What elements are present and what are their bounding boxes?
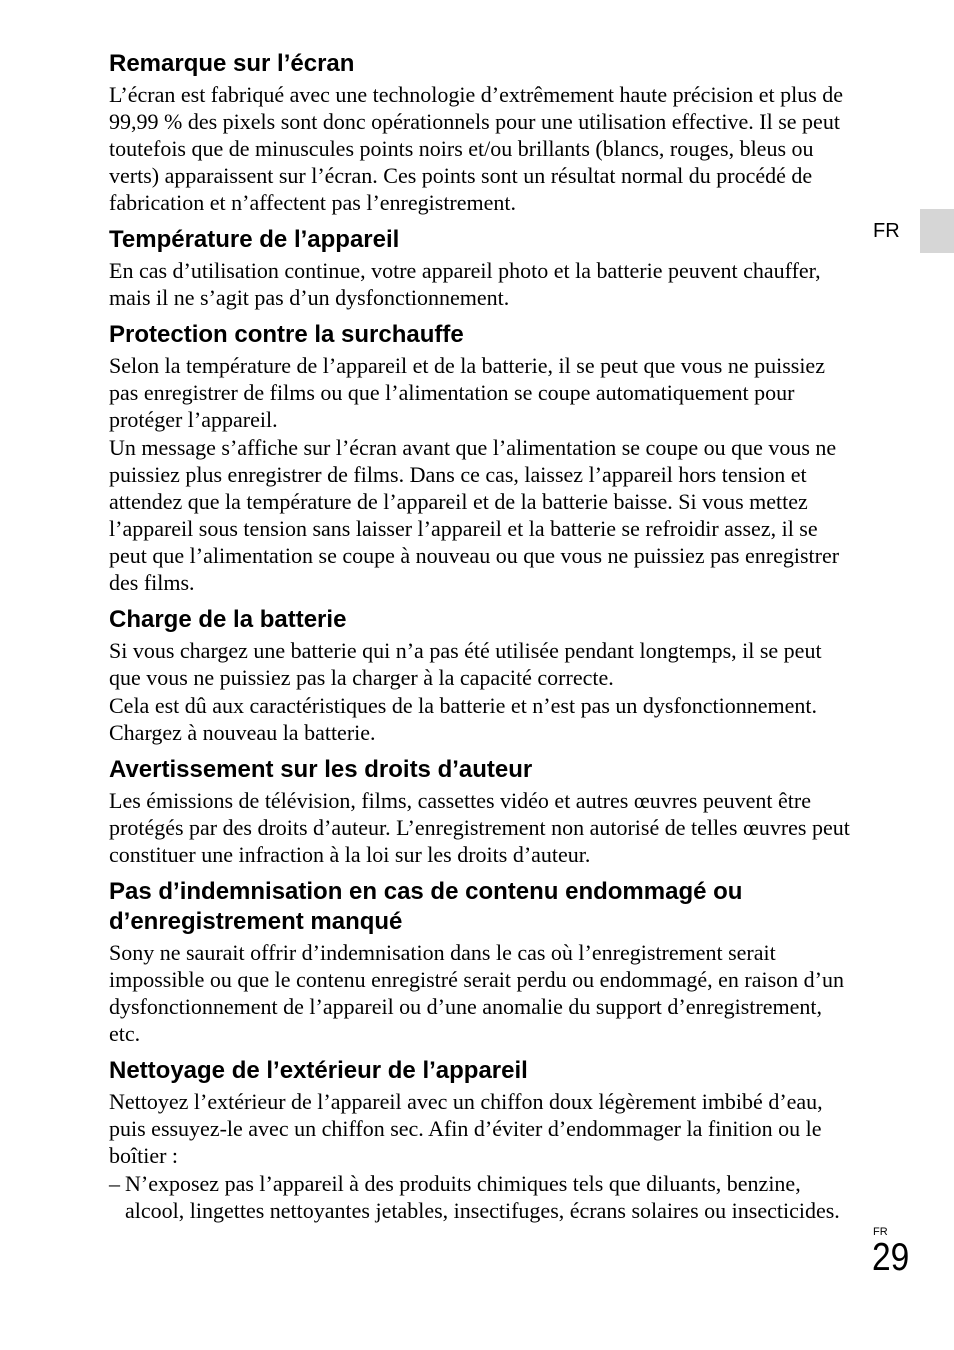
paragraph-line: Selon la température de l’appareil et de la batterie, il se peut que vous ne puissiez <box>109 352 825 378</box>
heading-line: Température de l’appareil <box>109 226 400 253</box>
list-item-line: N’exposez pas l’appareil à des produits chimiques tels que diluants, benzine, <box>125 1170 801 1196</box>
paragraph-line: boîtier : <box>109 1142 179 1168</box>
section-heading <box>109 320 909 350</box>
paragraph-line: En cas d’utilisation continue, votre appareil photo et la batterie peuvent chauffer, <box>109 257 821 283</box>
section-nettoyage <box>109 1056 909 1224</box>
paragraph-line: mais il ne s’agit pas d’un dysfonctionnement. <box>109 284 510 310</box>
heading-line: d’enregistrement manqué <box>109 908 403 935</box>
section-heading <box>109 755 909 785</box>
page-content <box>109 49 909 1224</box>
paragraph <box>109 352 909 433</box>
paragraph-line: 99,99 % des pixels sont donc opérationnels pour une utilisation effective. Il se peut <box>109 108 840 134</box>
side-language-tab <box>920 209 954 253</box>
paragraph-line: constituer une infraction à la loi sur les droits d’auteur. <box>109 841 591 867</box>
paragraph-line: toutefois que de minuscules points noirs et/ou brillants (blancs, rouges, bleus ou <box>109 135 814 161</box>
paragraph <box>109 787 909 868</box>
paragraph-line: puissiez plus enregistrer de films. Dans ce cas, laissez l’appareil hors tension et <box>109 461 807 487</box>
section-droits-auteur <box>109 755 909 868</box>
heading-line: Charge de la batterie <box>109 606 347 633</box>
heading-line: Protection contre la surchauffe <box>109 321 464 348</box>
section-protection-surchauffe <box>109 320 909 596</box>
paragraph-line: Si vous chargez une batterie qui n’a pas été utilisée pendant longtemps, il se peut <box>109 637 822 663</box>
paragraph-line: Un message s’affiche sur l’écran avant que l’alimentation se coupe ou que vous ne <box>109 434 837 460</box>
paragraph <box>109 81 909 216</box>
paragraph-line: verts) apparaissent sur l’écran. Ces points sont un résultat normal du procédé de <box>109 162 813 188</box>
paragraph-line: fabrication et n’affectent pas l’enregistrement. <box>109 189 517 215</box>
paragraph <box>109 637 909 691</box>
paragraph-line: Cela est dû aux caractéristiques de la batterie et n’est pas un dysfonctionnement. <box>109 692 818 718</box>
paragraph-line: impossible ou que le contenu enregistré serait perdu ou endommagé, en raison d’un <box>109 966 844 992</box>
paragraph-line: Les émissions de télévision, films, cassettes vidéo et autres œuvres peuvent être <box>109 787 811 813</box>
heading-line: Pas d’indemnisation en cas de contenu endommagé ou <box>109 878 743 905</box>
footer-language-label: FR <box>873 1226 888 1238</box>
list-item-line: alcool, lingettes nettoyantes jetables, insectifuges, écrans solaires ou insecticides. <box>125 1197 840 1223</box>
paragraph <box>109 434 909 596</box>
paragraph-line: dysfonctionnement de l’appareil ou d’une anomalie du support d’enregistrement, <box>109 993 822 1019</box>
paragraph-line: puis essuyez-le avec un chiffon sec. Afin d’éviter d’endommager la finition ou le <box>109 1115 822 1141</box>
section-heading <box>109 225 909 255</box>
section-temperature-appareil <box>109 225 909 311</box>
paragraph-line: etc. <box>109 1020 141 1046</box>
heading-line: Avertissement sur les droits d’auteur <box>109 756 533 783</box>
section-remarque-ecran <box>109 49 909 216</box>
section-heading <box>109 605 909 635</box>
section-indemnisation <box>109 877 909 1047</box>
paragraph <box>109 1088 909 1169</box>
heading-line: Nettoyage de l’extérieur de l’appareil <box>109 1057 528 1084</box>
paragraph-line: Chargez à nouveau la batterie. <box>109 719 376 745</box>
paragraph-line: protégés par des droits d’auteur. L’enregistrement non autorisé de telles œuvres peut <box>109 814 850 840</box>
paragraph-line: l’appareil sous tension sans laisser l’appareil et la batterie se refroidir assez, il se <box>109 515 818 541</box>
paragraph-line: attendez que la température de l’appareil et de la batterie baisse. Si vous mettez <box>109 488 808 514</box>
paragraph-line: protéger l’appareil. <box>109 406 278 432</box>
paragraph-line: Nettoyez l’extérieur de l’appareil avec un chiffon doux légèrement imbibé d’eau, <box>109 1088 823 1114</box>
list-dash-marker: – <box>109 1170 120 1196</box>
page-number: 29 <box>872 1236 910 1279</box>
paragraph-line: Sony ne saurait offrir d’indemnisation dans le cas où l’enregistrement serait <box>109 939 776 965</box>
paragraph <box>109 939 909 1047</box>
section-heading <box>109 49 909 79</box>
paragraph-line: peut que l’alimentation se coupe à nouveau ou que vous ne puissiez pas enregistrer <box>109 542 840 568</box>
paragraph <box>109 692 909 746</box>
precaution-list <box>109 1170 909 1224</box>
paragraph <box>109 257 909 311</box>
heading-line: Remarque sur l’écran <box>109 50 355 77</box>
paragraph-line: que vous ne puissiez pas la charger à la capacité correcte. <box>109 664 614 690</box>
paragraph-line: des films. <box>109 569 195 595</box>
section-heading <box>109 877 909 937</box>
section-heading <box>109 1056 909 1086</box>
list-item <box>109 1170 909 1224</box>
section-charge-batterie <box>109 605 909 746</box>
paragraph-line: L’écran est fabriqué avec une technologie d’extrêmement haute précision et plus de <box>109 81 844 107</box>
paragraph-line: pas enregistrer de films ou que l’alimentation se coupe automatiquement pour <box>109 379 795 405</box>
side-language-label: FR <box>873 220 900 242</box>
